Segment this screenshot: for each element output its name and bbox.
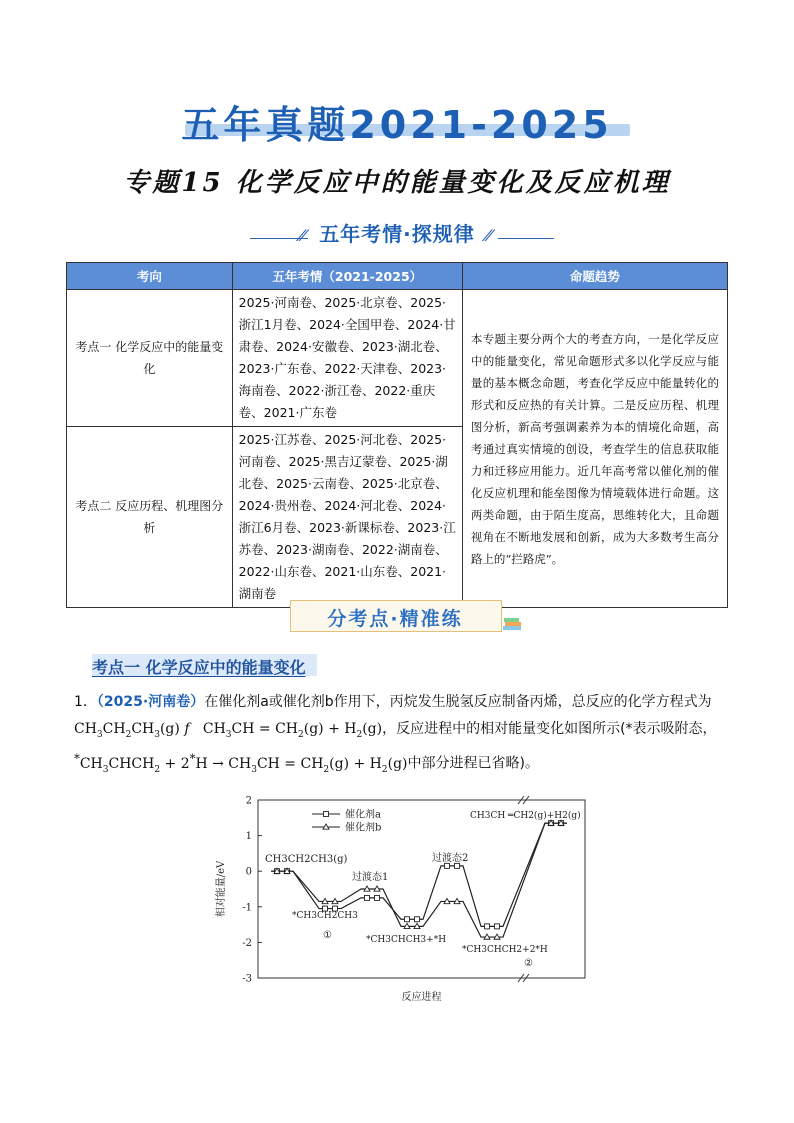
banner-title: 五年真题2021-2025 (181, 103, 613, 147)
books-icon (502, 616, 524, 632)
state-label-end: CH3CH ═CH2(g)+H2(g) (470, 811, 581, 821)
y-tick-label: 2 (245, 795, 252, 807)
overall-equation: $CH_3CH_2CH_3(g)$ f $CH_3CH = CH_2(g) + H_2(g)$ (74, 721, 383, 740)
question-line-3 (74, 748, 539, 779)
banner (0, 94, 794, 147)
state-label-s3-number: ② (524, 958, 533, 969)
legend-label: 催化剂b (345, 822, 382, 834)
y-axis-label: 相对能量/eV (216, 860, 227, 918)
section-label: 五年考情·探规律 (319, 222, 475, 246)
state-label-s1: *CH3CH2CH3 (292, 911, 358, 921)
state-label-ts2: 过渡态2 (432, 853, 469, 864)
question-number: 1． (74, 694, 97, 710)
section-heading-trends (240, 218, 554, 252)
table-row (67, 290, 728, 427)
state-label-s1-number: ① (323, 930, 332, 941)
question-text-2: ，反应进程中的相对能量变化如图所示(*表示吸附态， (382, 721, 717, 737)
state-label-start: CH3CH2CH3(g) (265, 854, 348, 865)
row-topic: 考点一 化学反应中的能量变化 (67, 290, 233, 427)
header-exams: 五年考情（2021-2025） (232, 263, 462, 290)
data-point-a (405, 917, 410, 922)
data-point-a (455, 863, 460, 868)
data-point-a (485, 924, 490, 929)
summary-table (66, 262, 728, 608)
data-point-a (415, 917, 420, 922)
question-text: 在催化剂a或催化剂b作用下，丙烷发生脱氢反应制备丙烯，总反应的化学方程式为 (204, 694, 712, 710)
header-trend: 命题趋势 (462, 263, 727, 290)
topic-heading (86, 652, 466, 680)
legend-marker-a (324, 812, 329, 817)
y-tick-label: 0 (245, 866, 252, 878)
state-label-s2: *CH3CHCH3+*H (366, 935, 447, 945)
state-label-ts1: 过渡态1 (352, 872, 389, 883)
trend-text: 本专题主要分两个大的考查方向，一是化学反应中的能量变化，常见命题形式多以化学反应与能量的基本概念命题，考查化学反应中能量转化的形式和反应热的有关计算。二是反应历程、机理图分析，新高考强调素养为本的情境化命题，高考通过真实情境的创设，考查学生的信息获取能力和迁移应用能力。近几年高考常以催化剂的催化反应机理和能垒图像为情境载体进行命题。这两类命题，由于陌生度高，思维转化大，且命题视角在不断地发展和创新，成为大多数考生高分路上的“拦路虎”。 (462, 290, 727, 608)
state-label-s3: *CH3CHCH2+2*H (462, 945, 548, 955)
decor-slash-left-icon: ⁄⁄ (300, 226, 306, 245)
y-tick-label: -1 (242, 902, 252, 914)
question-line-1 (74, 692, 712, 712)
question-text-3: 中部分进程已省略)。 (407, 755, 539, 772)
energy-chart (200, 790, 600, 1010)
row-exams: 2025·河南卷、2025·北京卷、2025·浙江1月卷、2024·全国甲卷、2024·甘肃卷、2024·安徽卷、2023·湖北卷、2023·广东卷、2022·天津卷、2023·海南卷、2022·浙江卷、2022·重庆卷、2021·广东卷 (232, 290, 462, 427)
x-axis-label: 反应进程 (401, 992, 442, 1003)
partial-equation: $^*CH_3CHCH_2 + 2^*H \to CH_3CH = CH_2(g) + H_2(g)$ (74, 751, 408, 775)
header-topic: 考向 (67, 263, 233, 290)
y-tick-label: -2 (242, 937, 252, 949)
data-point-a (365, 895, 370, 900)
legend-label: 催化剂a (345, 809, 381, 821)
table-header-row (67, 263, 728, 290)
y-tick-label: -3 (242, 973, 252, 985)
section-label: 分考点·精准练 (327, 608, 463, 630)
question-line-2 (74, 719, 717, 745)
section-heading-practice (290, 600, 512, 632)
question-source: （2025·河南卷） (96, 694, 205, 710)
row-topic: 考点二 反应历程、机理图分析 (67, 427, 233, 608)
decor-slash-right-icon: ⁄⁄ (486, 226, 492, 245)
topic-title: 专题15 化学反应中的能量变化及反应机理 (123, 168, 671, 198)
y-tick-label: 1 (245, 831, 252, 843)
decor-line-right (498, 238, 554, 239)
row-exams: 2025·江苏卷、2025·河北卷、2025·河南卷、2025·黑吉辽蒙卷、2025·湖北卷、2025·云南卷、2025·北京卷、2024·贵州卷、2024·河北卷、2024·浙江6月卷、2023·新课标卷、2023·江苏卷、2023·湖南卷、2022·湖南卷、2022·山东卷、2021·山东卷、2021·湖南卷 (232, 427, 462, 608)
data-point-a (445, 863, 450, 868)
data-point-a (375, 895, 380, 900)
topic-heading-label: 考点一 化学反应中的能量变化 (92, 658, 306, 677)
data-point-a (495, 924, 500, 929)
energy-chart-svg (200, 790, 600, 1010)
